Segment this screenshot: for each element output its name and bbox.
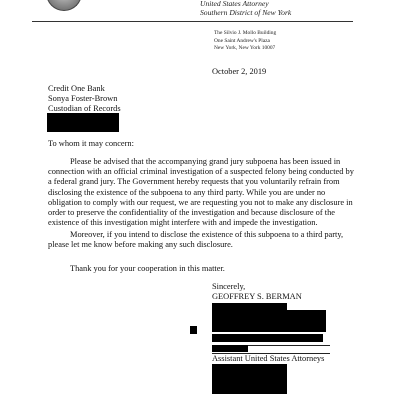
office-address (214, 30, 276, 53)
redacted-attorney-name (212, 345, 248, 352)
redacted-recipient-address (47, 113, 119, 132)
recipient-title: Custodian of Records (48, 104, 121, 113)
body-paragraph: Thank you for your cooperation in this matter. (70, 264, 225, 273)
building-city: New York, New York 10007 (214, 45, 276, 52)
department-seal-icon (46, 0, 82, 11)
building-name: The Silvio J. Mollo Building (214, 30, 277, 36)
building-street: One Saint Andrew's Plaza (214, 37, 270, 44)
redacted-phone-numbers (212, 364, 287, 394)
body-paragraph: Moreover, if you intend to disclose the existence of this subpoena to a third party, please let me know before making any such disclosure. (48, 230, 344, 250)
signer-title: Assistant United States Attorneys (212, 354, 325, 363)
letterhead-divider (32, 21, 353, 22)
letter-date: October 2, 2019 (212, 67, 267, 76)
recipient-name: Sonya Foster-Brown (48, 94, 118, 103)
office-name: United States Attorney (200, 0, 269, 8)
salutation: To whom it may concern: (48, 139, 134, 148)
recipient-company: Credit One Bank (48, 84, 105, 93)
recipient-block (48, 84, 121, 114)
redacted-attorney-name (212, 310, 326, 332)
closing-salutation: Sincerely, (212, 282, 246, 291)
office-district: Southern District of New York (200, 8, 292, 17)
office-heading (200, 0, 291, 17)
redaction-mark (190, 326, 197, 334)
signer-name: GEOFFREY S. BERMAN (212, 292, 302, 301)
redacted-attorney-name (212, 334, 323, 342)
body-paragraph: Please be advised that the accompanying grand jury subpoena has been issued in connection with an official criminal investigation of a suspected felony being conducted by a federal grand jury. The Government hereby requests that you voluntarily refrain from disclosing the existence of the subpoena to any third party. While you are under no obligation to comply with our request, we are requesting you not to make any disclosure in order to preserve the confidentiality of the investigation and because disclosure of the existence of this investigation might interfere with and impede the investigation. (48, 157, 354, 228)
